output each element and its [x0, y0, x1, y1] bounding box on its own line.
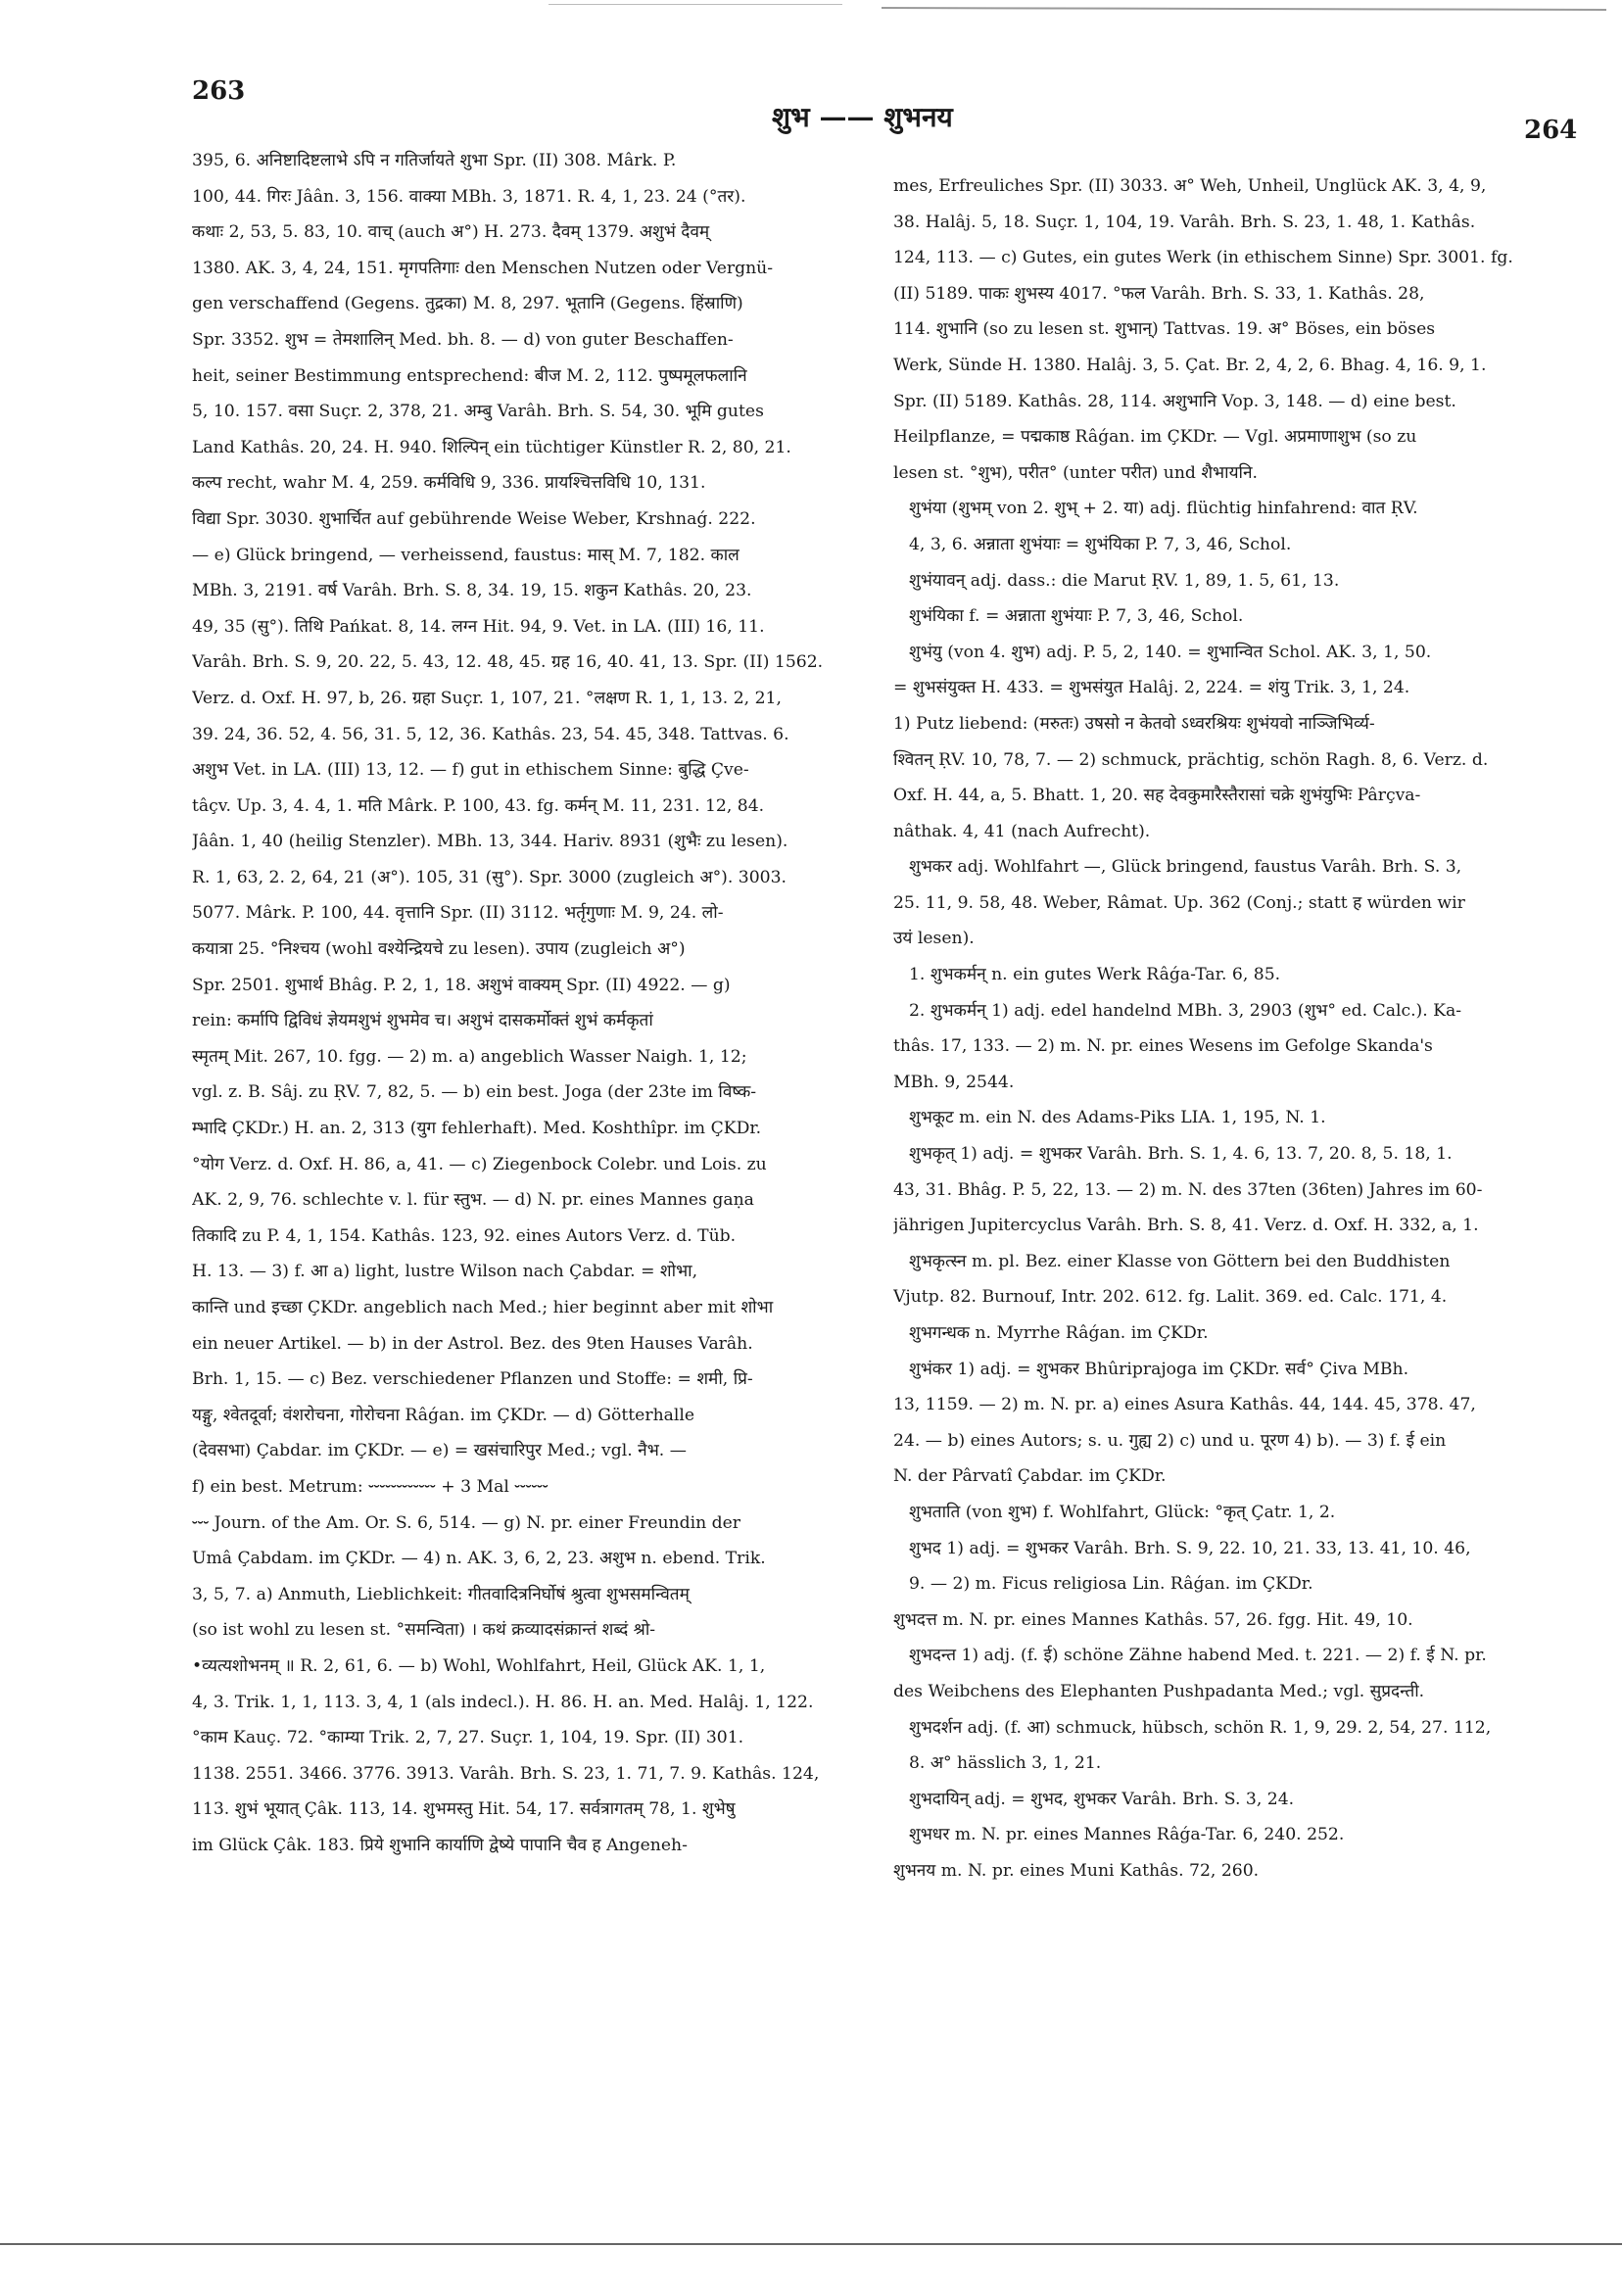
text-line: 100, 44. गिरः Jâân. 3, 156. वाक्या MBh. 3, 1871. R. 4, 1, 23. 24 (°तर). [192, 186, 746, 207]
text-line: म्भादि ÇKDr.) H. an. 2, 313 (युग fehlerhaft). Med. Koshthîpr. im ÇKDr. [192, 1119, 762, 1139]
text-line: स्मृतम् Mit. 267, 10. fgg. — 2) m. a) angeblich Wasser Naigh. 1, 12; [192, 1046, 747, 1067]
text-line: शुभधर m. N. pr. eines Mannes Râǵa-Tar. 6, 240. 252. [909, 1825, 1345, 1845]
text-line: (so ist wohl zu lesen st. °समन्विता) । कथं क्रव्यादसंक्रान्तं शब्दं श्रो- [192, 1620, 656, 1641]
text-line: 39. 24, 36. 52, 4. 56, 31. 5, 12, 36. Kathâs. 23, 54. 45, 348. Tattvas. 6. [192, 724, 789, 744]
text-line: 8. अ° hässlich 3, 1, 21. [909, 1753, 1102, 1774]
text-line: N. der Pârvatî Çabdar. im ÇKDr. [893, 1466, 1167, 1487]
text-line: thâs. 17, 133. — 2) m. N. pr. eines Wesens im Gefolge Skanda's [893, 1036, 1433, 1057]
text-line: gen verschaffend (Gegens. तुद्रका) M. 8, 297. भूतानि (Gegens. हिंस्राणि) [192, 294, 743, 314]
text-line: 1380. AK. 3, 4, 24, 151. मृगपतिगाः den Menschen Nutzen oder Vergnü- [192, 258, 774, 278]
text-line: 4, 3. Trik. 1, 1, 113. 3, 4, 1 (als indecl.). H. 86. H. an. Med. Halâj. 1, 122. [192, 1692, 814, 1712]
text-line: ein neuer Artikel. — b) in der Astrol. Bez. des 9ten Hauses Varâh. [192, 1333, 753, 1354]
scan-edge-rule [882, 7, 1606, 11]
left-column [192, 143, 887, 1864]
text-line: Verz. d. Oxf. H. 97, b, 26. ग्रहा Suçr. 1, 107, 21. °लक्षण R. 1, 1, 13. 2, 21, [192, 688, 782, 708]
text-line: Vjutp. 82. Burnouf, Intr. 202. 612. fg. Lalit. 369. ed. Calc. 171, 4. [893, 1287, 1448, 1308]
text-line: 5077. Mârk. P. 100, 44. वृत्तानि Spr. (II) 3112. भर्तृगुणाः M. 9, 24. लो- [192, 903, 724, 924]
text-line: Brh. 1, 15. — c) Bez. verschiedener Pflanzen und Stoffe: = शमी, प्रि- [192, 1369, 753, 1390]
text-line: उयं lesen). [893, 929, 975, 949]
text-line: 43, 31. Bhâg. P. 5, 22, 13. — 2) m. N. des 37ten (36ten) Jahres im 60- [893, 1179, 1483, 1200]
text-line: 1138. 2551. 3466. 3776. 3913. Varâh. Brh. S. 23, 1. 71, 7. 9. Kathâs. 124, [192, 1763, 820, 1784]
text-line: 4, 3, 6. अन्नाता शुभंयाः = शुभंयिका P. 7, 3, 46, Schol. [909, 534, 1292, 554]
text-line: H. 13. — 3) f. आ a) light, lustre Wilson nach Çabdar. = शोभा, [192, 1262, 698, 1282]
bottom-rule [0, 2243, 1622, 2245]
text-line: कथाः 2, 53, 5. 83, 10. वाच् (auch अ°) H. 273. दैवम् 1379. अशुभं दैवम् [192, 222, 710, 243]
running-head: शुभ —— शुभनय [772, 101, 953, 133]
text-line: f) ein best. Metrum: ⏑⏑⏑⏑⏑⏑⏑⏑⏑⏑⏑⏑ + 3 Mal ⏑⏑⏑⏑⏑⏑ [192, 1476, 549, 1497]
text-line: 3, 5, 7. a) Anmuth, Lieblichkeit: गीतवादित्रनिर्घोषं श्रुत्वा शुभसमन्वितम् [192, 1584, 690, 1604]
text-line: mes, Erfreuliches Spr. (II) 3033. अ° Weh, Unheil, Unglück AK. 3, 4, 9, [893, 176, 1487, 196]
text-line: Heilpflanze, = पद्मकाष्ठ Râǵan. im ÇKDr. — Vgl. अप्रमाणाशुभ (so zu [893, 427, 1417, 448]
text-line: Varâh. Brh. S. 9, 20. 22, 5. 43, 12. 48, 45. ग्रह 16, 40. 41, 13. Spr. (II) 1562. [192, 652, 824, 673]
text-line: 1) Putz liebend: (मरुतः) उषसो न केतवो ऽध्वरश्रियः शुभंयवो नाञ्जिभिर्व्य- [893, 713, 1375, 734]
text-line: शुभदन्त 1) adj. (f. ई) schöne Zähne habend Med. t. 221. — 2) f. ई N. pr. [909, 1646, 1487, 1666]
text-line: 13, 1159. — 2) m. N. pr. a) eines Asura Kathâs. 44, 144. 45, 378. 47, [893, 1395, 1476, 1415]
text-line: ⏑⏑⏑ Journ. of the Am. Or. S. 6, 514. — g) N. pr. einer Freundin der [192, 1512, 741, 1533]
text-line: MBh. 3, 2191. वर्ष Varâh. Brh. S. 8, 34. 19, 15. शकुन Kathâs. 20, 23. [192, 581, 752, 601]
text-line: °काम Kauç. 72. °काम्या Trik. 2, 7, 27. Suçr. 1, 104, 19. Spr. (II) 301. [192, 1728, 744, 1748]
text-line: MBh. 9, 2544. [893, 1072, 1015, 1092]
text-line: शुभकूट m. ein N. des Adams-Piks LIA. 1, 195, N. 1. [909, 1108, 1326, 1128]
text-line: des Weibchens des Elephanten Pushpadanta Med.; vgl. सुप्रदन्ती. [893, 1681, 1425, 1701]
text-line: nâthak. 4, 41 (nach Aufrecht). [893, 821, 1151, 841]
text-line: vgl. z. B. Sâj. zu ṚV. 7, 82, 5. — b) ein best. Joga (der 23te im विष्क- [192, 1082, 757, 1103]
text-line: Werk, Sünde H. 1380. Halâj. 3, 5. Çat. Br. 2, 4, 2, 6. Bhag. 4, 16. 9, 1. [893, 355, 1487, 375]
text-line: Land Kathâs. 20, 24. H. 940. शिल्पिन् ein tüchtiger Künstler R. 2, 80, 21. [192, 437, 791, 457]
text-line: 2. शुभकर्मन् 1) adj. edel handelnd MBh. 3, 2903 (शुभ° ed. Calc.). Ka- [909, 1000, 1462, 1021]
text-line: श्वितन् ṚV. 10, 78, 7. — 2) schmuck, prächtig, schön Ragh. 8, 6. Verz. d. [893, 749, 1489, 770]
text-line: शुभद 1) adj. = शुभकर Varâh. Brh. S. 9, 22. 10, 21. 33, 13. 41, 10. 46, [909, 1538, 1471, 1558]
text-line: (II) 5189. पाकः शुभस्य 4017. °फल Varâh. Brh. S. 33, 1. Kathâs. 28, [893, 283, 1425, 304]
text-line: 114. शुभानि (so zu lesen st. शुभान्) Tattvas. 19. अ° Böses, ein böses [893, 319, 1436, 340]
text-line: शुभनय m. N. pr. eines Muni Kathâs. 72, 260. [893, 1860, 1260, 1881]
page-number-left: 263 [192, 76, 246, 106]
text-line: तिकादि zu P. 4, 1, 154. Kathâs. 123, 92. eines Autors Verz. d. Tüb. [192, 1225, 737, 1246]
text-line: R. 1, 63, 2. 2, 64, 21 (अ°). 105, 31 (सु°). Spr. 3000 (zugleich अ°). 3003. [192, 867, 787, 887]
text-line: शुभताति (von शुभ) f. Wohlfahrt, Glück: °कृत् Çatr. 1, 2. [909, 1502, 1336, 1522]
text-line: शुभदायिन् adj. = शुभद, शुभकर Varâh. Brh. S. 3, 24. [909, 1789, 1295, 1809]
text-line: Oxf. H. 44, a, 5. Bhatt. 1, 20. सह देवकुमारैस्तैरासां चक्रे शुभंयुभिः Pârçva- [893, 786, 1421, 806]
text-line: 395, 6. अनिष्टादिष्टलाभे ऽपि न गतिर्जायते शुभा Spr. (II) 308. Mârk. P. [192, 151, 677, 170]
text-line: 124, 113. — c) Gutes, ein gutes Werk (in ethischem Sinne) Spr. 3001. fg. [893, 248, 1513, 268]
text-line: — e) Glück bringend, — verheissend, faustus: मास् M. 7, 182. काल [192, 545, 739, 565]
right-column [893, 168, 1551, 1889]
text-line: Jâân. 1, 40 (heilig Stenzler). MBh. 13, 344. Hariv. 8931 (शुभैः zu lesen). [192, 832, 788, 852]
text-line: शुभंकर 1) adj. = शुभकर Bhûriprajoga im ÇKDr. सर्व° Çiva MBh. [909, 1359, 1409, 1379]
text-line: 1. शुभकर्मन् n. ein gutes Werk Râǵa-Tar. 6, 85. [909, 965, 1281, 985]
text-line: 38. Halâj. 5, 18. Suçr. 1, 104, 19. Varâh. Brh. S. 23, 1. 48, 1. Kathâs. [893, 212, 1476, 232]
text-line: 5, 10. 157. वसा Suçr. 2, 378, 21. अम्बु Varâh. Brh. S. 54, 30. भूमि gutes [192, 402, 764, 422]
text-line: विद्या Spr. 3030. शुभार्चित auf gebührende Weise Weber, Krshnaǵ. 222. [192, 508, 756, 529]
text-line: 9. — 2) m. Ficus religiosa Lin. Râǵan. im ÇKDr. [909, 1574, 1313, 1595]
text-line: Spr. 2501. शुभार्थ Bhâg. P. 2, 1, 18. अशुभं वाक्यम् Spr. (II) 4922. — g) [192, 975, 731, 995]
text-line: शुभगन्धक n. Myrrhe Râǵan. im ÇKDr. [909, 1323, 1209, 1343]
text-line: शुभकर adj. Wohlfahrt —, Glück bringend, faustus Varâh. Brh. S. 3, [909, 857, 1462, 878]
text-line: शुभकृत् 1) adj. = शुभकर Varâh. Brh. S. 1, 4. 6, 13. 7, 20. 8, 5. 18, 1. [909, 1144, 1453, 1165]
text-line: 24. — b) eines Autors; s. u. गुह्य 2) c) und u. पूरण 4) b). — 3) f. ई ein [893, 1430, 1447, 1451]
text-line: im Glück Çâk. 183. प्रिये शुभानि कार्याणि द्वेष्ये पापानि चैव ह Angeneh- [192, 1835, 688, 1855]
text-line: शुभंयावन् adj. dass.: die Marut ṚV. 1, 89, 1. 5, 61, 13. [909, 570, 1340, 591]
text-line: Spr. (II) 5189. Kathâs. 28, 114. अशुभानि Vop. 3, 148. — d) eine best. [893, 391, 1456, 411]
text-line: = शुभसंयुक्त H. 433. = शुभसंयुत Halâj. 2, 224. = शंयु Trik. 3, 1, 24. [893, 678, 1410, 698]
text-line: AK. 2, 9, 76. schlechte v. l. für स्तुभ. — d) N. pr. eines Mannes gaṇa [192, 1190, 754, 1211]
text-line: tâçv. Up. 3, 4. 4, 1. मति Mârk. P. 100, 43. fg. कर्मन् M. 11, 231. 12, 84. [192, 795, 765, 816]
text-line: शुभंयिका f. = अन्नाता शुभंयाः P. 7, 3, 46, Schol. [909, 606, 1244, 627]
text-line: शुभदत्त m. N. pr. eines Mannes Kathâs. 57, 26. fgg. Hit. 49, 10. [893, 1609, 1413, 1630]
text-line: 25. 11, 9. 58, 48. Weber, Râmat. Up. 362 (Conj.; statt ह würden wir [893, 892, 1465, 913]
text-line: Spr. 3352. शुभ = तेमशालिन् Med. bh. 8. — d) von guter Beschaffen- [192, 329, 734, 350]
text-line: lesen st. °शुभ), परीत° (unter परीत) und शैभायनि. [893, 462, 1259, 483]
text-line: °योग Verz. d. Oxf. H. 86, a, 41. — c) Ziegenbock Colebr. und Lois. zu [192, 1154, 767, 1174]
text-line: rein: कर्मापि द्विविधं ज्ञेयमशुभं शुभमेव च। अशुभं दासकर्मोक्तं शुभं कर्मकृतां [192, 1011, 653, 1031]
text-line: 49, 35 (सु°). तिथि Pańkat. 8, 14. लग्न Hit. 94, 9. Vet. in LA. (III) 16, 11. [192, 616, 765, 637]
text-line: jährigen Jupitercyclus Varâh. Brh. S. 8, 41. Verz. d. Oxf. H. 332, a, 1. [893, 1216, 1479, 1236]
scan-edge-mark [549, 4, 842, 5]
page-number-right: 264 [1524, 116, 1578, 145]
text-line: Umâ Çabdam. im ÇKDr. — 4) n. AK. 3, 6, 2, 23. अशुभ n. ebend. Trik. [192, 1549, 766, 1569]
text-line: यङ्गु, श्वेतदूर्वा; वंशरोचना, गोरोचना Râǵan. im ÇKDr. — d) Götterhalle [192, 1405, 695, 1425]
text-line: कयात्रा 25. °निश्चय (wohl वश्येन्द्रियचे zu lesen). उपाय (zugleich अ°) [192, 939, 686, 960]
text-line: कान्ति und इच्छा ÇKDr. angeblich nach Med.; hier beginnt aber mit शोभा [192, 1298, 774, 1317]
text-line: heit, seiner Bestimmung entsprechend: बीज M. 2, 112. पुष्पमूलफलानि [192, 365, 747, 386]
text-line: शुभकृत्स्न m. pl. Bez. einer Klasse von Göttern bei den Buddhisten [909, 1251, 1451, 1271]
text-line: शुभंया (शुभम् von 2. शुभ् + 2. या) adj. flüchtig hinfahrend: वात ṚV. [909, 499, 1418, 519]
text-line: (देवसभा) Çabdar. im ÇKDr. — e) = खसंचारिपुर Med.; vgl. नैभ. — [192, 1441, 687, 1461]
text-line: •व्यत्यशोभनम् ॥ R. 2, 61, 6. — b) Wohl, Wohlfahrt, Heil, Glück AK. 1, 1, [192, 1655, 766, 1676]
text-line: 113. शुभं भूयात् Çâk. 113, 14. शुभमस्तु Hit. 54, 17. सर्वत्रागतम् 78, 1. शुभेषु [192, 1799, 736, 1820]
text-line: शुभंयु (von 4. शुभ) adj. P. 5, 2, 140. = शुभान्वित Schol. AK. 3, 1, 50. [909, 642, 1432, 662]
text-line: कल्प recht, wahr M. 4, 259. कर्मविधि 9, 336. प्रायश्चित्तविधि 10, 131. [192, 473, 706, 494]
text-line: अशुभ Vet. in LA. (III) 13, 12. — f) gut in ethischem Sinne: बुद्धि Çve- [192, 760, 749, 781]
text-line: शुभदर्शन adj. (f. आ) schmuck, hübsch, schön R. 1, 9, 29. 2, 54, 27. 112, [909, 1717, 1492, 1738]
